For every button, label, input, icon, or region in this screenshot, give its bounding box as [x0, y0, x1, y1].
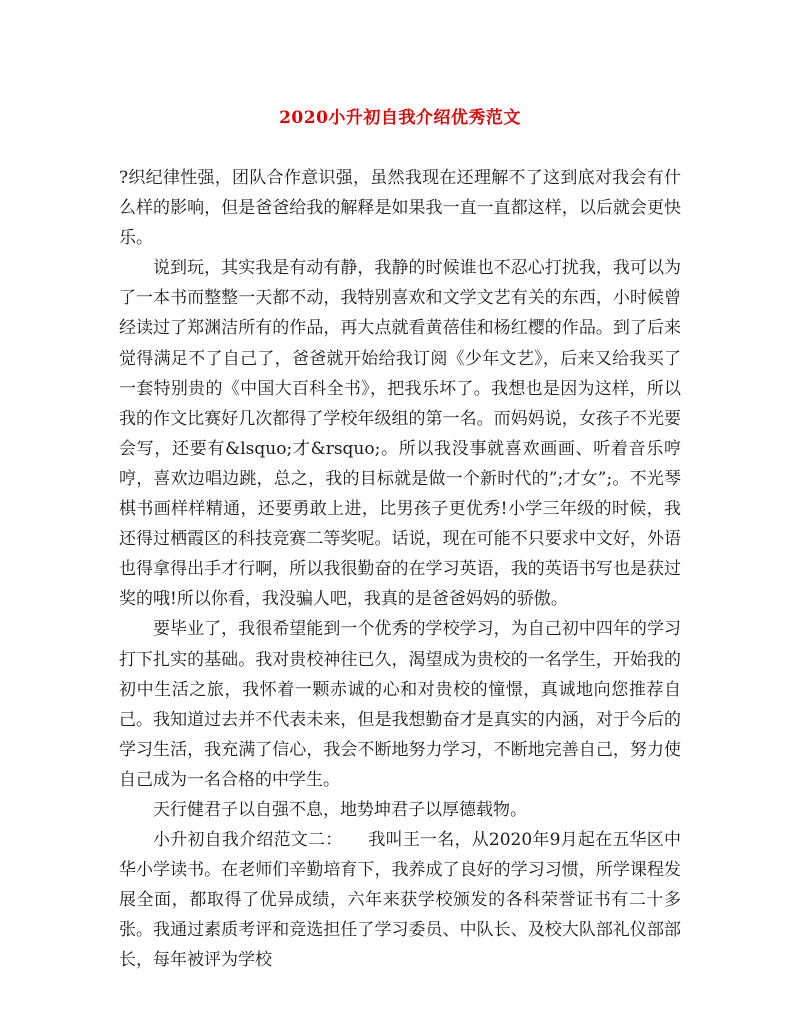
paragraph: 天行健君子以自强不息，地势坤君子以厚德载物。: [153, 799, 527, 820]
paragraph: ?织纪律性强，团队合作意识强，虽然我现在还理解不了这到底对我会有什么样的影响，但是爸爸给我的解释是如果我一直一直都这样，以后就会更快乐。: [119, 168, 681, 249]
paragraph: 说到玩，其实我是有动有静，我静的时候谁也不忍心打扰我，我可以为了一本书而整整一天都不动，我特别喜欢和文学文艺有关的东西，小时候曾经读过了郑渊洁所有的作品，再大点就看黄蓓佳和杨红樱的作品。到了后来觉得满足不了自己了，爸爸就开始给我订阅《少年文艺》，后来又给我买了一套特别贵的《中国大百科全书》，把我乐坏了。我想也是因为这样，所以我的作文比赛好几次都得了学校年级组的第一名。而妈妈说，女孩子不光要会写，还要有&lsquo;才&rsquo;。所以我没事就喜欢画画、听着音乐哼哼，喜欢边唱边跳，总之，我的目标就是做一个新时代的”;才女”;。不光琴棋书画样样精通，还要勇敢上进，比男孩子更优秀!小学三年级的时候，我还得过栖霞区的科技竞赛二等奖呢。话说，现在可能不只要求中文好，外语也得拿得出手才行啊，所以我很勤奋的在学习英语，我的英语书写也是获过奖的哦!所以你看，我没骗人吧，我真的是爸爸妈妈的骄傲。: [119, 258, 681, 610]
document-body: [119, 163, 681, 976]
paragraph: 小升初自我介绍范文二： 我叫王一名，从2020年9月起在五华区中华小学读书。在老师们辛勤培育下，我养成了良好的学习习惯，所学课程发展全面，都取得了优异成绩，六年来获学校颁发的各科荣誉证书有二十多张。我通过素质考评和竞选担任了学习委员、中队长、及校大队部礼仪部部长，每年被评为学校: [119, 830, 681, 971]
paragraph: 要毕业了，我很希望能到一个优秀的学校学习，为自己初中四年的学习打下扎实的基础。我对贵校神往已久，渴望成为贵校的一名学生，开始我的初中生活之旅，我怀着一颗赤诚的心和对贵校的憧憬，真诚地向您推荐自己。我知道过去并不代表未来，但是我想勤奋才是真实的内涵，对于今后的学习生活，我充满了信心，我会不断地努力学习，不断地完善自己，努力使自己成为一名合格的中学生。: [119, 619, 681, 790]
document-title: 2020小升初自我介绍优秀范文: [279, 108, 521, 128]
